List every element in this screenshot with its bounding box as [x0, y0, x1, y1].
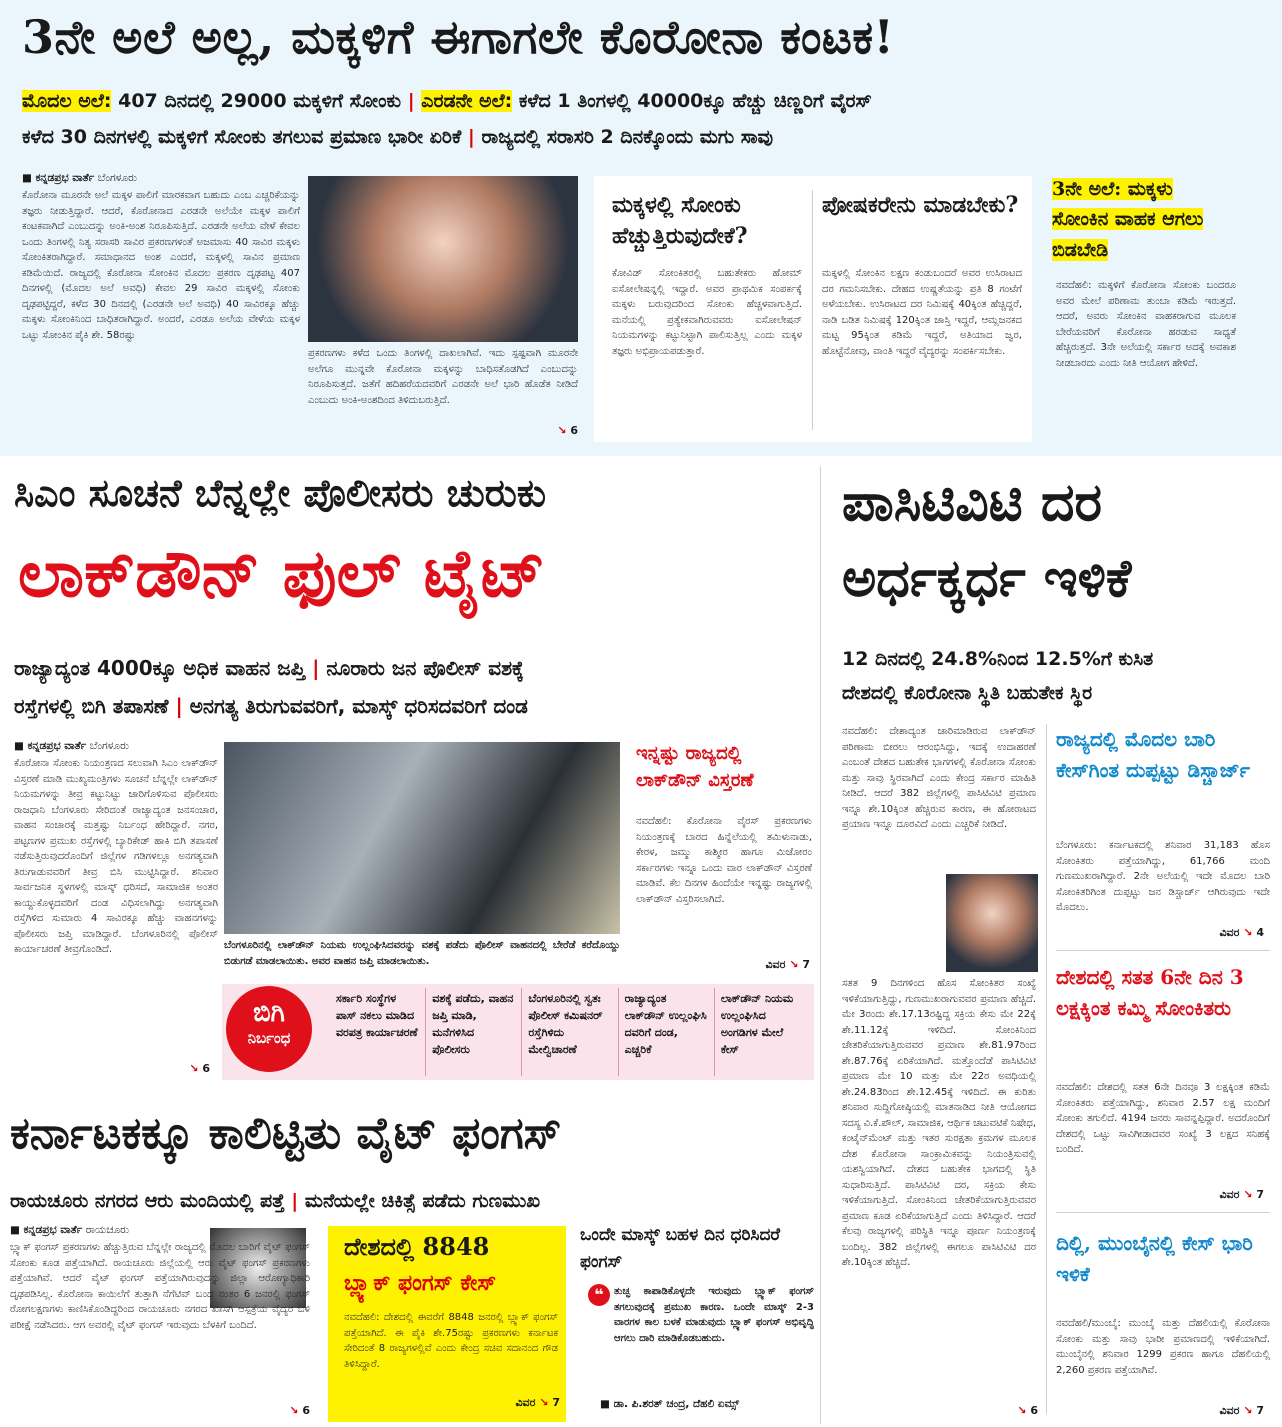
restriction-item: ಲಾಕ್‌ಡೌನ್ ನಿಯಮ ಉಲ್ಲಂಘಿಸಿದ ಅಂಗಡಿಗಳ ಮೇಲೆ ಕೇಸ್	[720, 992, 794, 1057]
lockdown-sub1: ರಾಜ್ಯಾದ್ಯಂತ 4000ಕ್ಕೂ ಅಧಿಕ ವಾಹನ ಜಪ್ತಿ	[14, 656, 306, 680]
bf-title-prefix: ದೇಶದಲ್ಲಿ	[344, 1232, 415, 1261]
jump-number: 7	[802, 958, 810, 971]
strip-badge-line-1: ಬಿಗಿ	[253, 998, 285, 1028]
fungus-sub2: ಮನೆಯಲ್ಲೇ ಚಿಕಿತ್ಸೆ ಪಡೆದು ಗುಣಮುಖ	[304, 1190, 541, 1212]
more-label: ವಿವರ	[515, 1396, 536, 1409]
black-fungus-title-line-2: ಬ್ಲ್ಯಾಕ್ ಫಂಗಸ್ ಕೇಸ್	[344, 1270, 497, 1296]
positivity-headline-2: ಅರ್ಧಕ್ಕರ್ಧ ಇಳಿಕೆ	[842, 548, 1132, 609]
arrow-icon: ↘	[1243, 1188, 1253, 1201]
side-story-3-body: ನವದೆಹಲಿ/ಮುಂಬೈ: ಮುಂಬೈ ಮತ್ತು ದೆಹಲಿಯಲ್ಲಿ ಕೊರೋನಾ ಸೋಂಕು ಮತ್ತು ಸಾವು ಭಾರೀ ಪ್ರಮಾಣದಲ್ಲಿ ಇಳಿಕೆಯಾಗಿದೆ. ಮುಂಬೈನಲ್ಲಿ ಶನಿವಾರ 1299 ಪ್ರಕರಣ ಹಾಗೂ ದೆಹಲಿಯಲ್ಲಿ 2,260 ಪ್ರಕರಣ ಪತ್ತೆಯಾಗಿವೆ.	[1056, 1318, 1270, 1376]
bullet-icon: ■	[600, 1398, 610, 1410]
second-wave-text: ಕಳೆದ 1 ತಿಂಗಳಲ್ಲಿ 40000ಕ್ಕೂ ಹೆಚ್ಚು ಚಿಣ್ಣರಿಗೆ ವೈರಸ್	[518, 90, 872, 112]
q2-body: ಮಕ್ಕಳಲ್ಲಿ ಸೋಂಕಿನ ಲಕ್ಷಣ ಕಂಡುಬಂದರೆ ಅವರ ಉಸಿರಾಟದ ದರ ಗಮನಿಸಬೇಕು. ದೇಹದ ಉಷ್ಣತೆಯನ್ನು ಪ್ರತಿ 8 ಗಂಟೆಗೆ ಅಳೆಯಬೇಕು. ಉಸಿರಾಟದ ದರ ನಿಮಿಷಕ್ಕೆ 40ಕ್ಕಿಂತ ಹೆಚ್ಚಿದ್ದರೆ, ನಾಡಿ ಬಡಿತ ನಿಮಿಷಕ್ಕೆ 120ಕ್ಕಿಂತ ಜಾಸ್ತಿ ಇದ್ದರೆ, ಆಮ್ಲಜನಕದ ಮಟ್ಟ 95ಕ್ಕಿಂತ ಕಡಿಮೆ ಇದ್ದರೆ, ಅತಿಯಾದ ಜ್ವರ, ಹೊಟ್ಟೆನೋವು, ವಾಂತಿ ಇದ್ದರೆ ವೈದ್ಯರನ್ನು ಸಂಪರ್ಕಿಸಬೇಕು.	[822, 268, 1022, 357]
restriction-item: ರಾಜ್ಯಾದ್ಯಂತ ಲಾಕ್‌ಡೌನ್ ಉಲ್ಲಂಘಿಸಿ ದವರಿಗೆ ದಂಡ, ಎಚ್ಚರಿಕೆ	[619, 988, 715, 1076]
side-story-1-title: ರಾಜ್ಯದಲ್ಲಿ ಮೊದಲ ಬಾರಿ ಕೇಸ್‌ಗಿಂತ ದುಪ್ಪಟ್ಟು ಡಿಸ್ಚಾರ್ಜ್	[1056, 727, 1251, 782]
side-story-2-more[interactable]	[1160, 1188, 1264, 1202]
byline-brand: ಕನ್ನಡಪ್ರಭ ವಾರ್ತೆ	[23, 1224, 83, 1236]
arrow-icon: ↘	[539, 1396, 549, 1409]
quote-icon: ❝	[588, 1284, 610, 1306]
restriction-strip-badge	[226, 986, 312, 1072]
lockdown-extension-more[interactable]	[710, 958, 810, 972]
fungus-jump-page[interactable]	[270, 1404, 310, 1417]
restriction-item: ಸರ್ಕಾರಿ ಸಂಸ್ಥೆಗಳ ಪಾಸ್ ನಕಲು ಮಾಡಿದ ವರಪತ್ರ ಕಾರ್ಯಾಚರಣೆ	[330, 988, 426, 1076]
side-story-3-more[interactable]	[1160, 1404, 1264, 1418]
police-checking-photo	[224, 742, 620, 934]
more-label: ವಿವರ	[765, 958, 786, 971]
lockdown-photo-caption: ಬೆಂಗಳೂರಿನಲ್ಲಿ ಲಾಕ್‌ಡೌನ್ ನಿಯಮ ಉಲ್ಲಂಘಿಸಿದವರನ್ನು ವಶಕ್ಕೆ ಪಡೆದು ಪೊಲೀಸ್ ವಾಹನದಲ್ಲಿ ಬೇರೆಡೆ ಕರೆದೊಯ್ದು ಬಿಡುಗಡೆ ಮಾಡಲಾಯಿತು. ಅವರ ವಾಹನ ಜಪ್ತಿ ಮಾಡಲಾಯಿತು.	[224, 940, 620, 967]
side-rule-2	[1056, 1212, 1270, 1213]
side-rule-1	[1056, 950, 1270, 951]
positivity-subhead-1: 12 ದಿನದಲ್ಲಿ 24.8%ನಿಂದ 12.5%ಗೆ ಕುಸಿತ	[842, 648, 1154, 670]
more-label: ವಿವರ	[1219, 1188, 1240, 1201]
more-label: ವಿವರ	[1219, 926, 1240, 939]
mask-author-name: ಡಾ. ಪಿ.ಶರತ್ ಚಂದ್ರ, ದೆಹಲಿ ಏಮ್ಸ್	[613, 1398, 739, 1410]
mask-title: ಒಂದೇ ಮಾಸ್ಕ್ ಬಹಳ ದಿನ ಧರಿಸಿದರೆ ಫಂಗಸ್	[580, 1225, 781, 1273]
jump-number: 7	[1256, 1188, 1264, 1201]
jump-number: 4	[1256, 926, 1264, 939]
lockdown-subhead-2: ರಸ್ತೆಗಳಲ್ಲಿ ಬಿಗಿ ತಪಾಸಣೆ | ಅನಗತ್ಯ ತಿರುಗುವವರಿಗೆ, ಮಾಸ್ಕ್ ಧರಿಸದವರಿಗೆ ದಂಡ	[14, 694, 528, 718]
positivity-subhead-2: ದೇಶದಲ್ಲಿ ಕೊರೋನಾ ಸ್ಥಿತಿ ಬಹುತೇಕ ಸ್ಥಿರ	[842, 682, 1093, 704]
lockdown-sub4: ಅನಗತ್ಯ ತಿರುಗುವವರಿಗೆ, ಮಾಸ್ಕ್ ಧರಿಸದವರಿಗೆ ದಂಡ	[189, 694, 528, 718]
lockdown-subhead-1: ರಾಜ್ಯಾದ್ಯಂತ 4000ಕ್ಕೂ ಅಧಿಕ ವಾಹನ ಜಪ್ತಿ | ನೂರಾರು ಜನ ಪೊಲೀಸ್ ವಶಕ್ಕೆ	[14, 656, 524, 680]
side-story-1-more[interactable]	[1160, 926, 1264, 940]
vk-paul-photo	[946, 874, 1038, 972]
restriction-items	[330, 988, 810, 1076]
lockdown-sub2: ನೂರಾರು ಜನ ಪೊಲೀಸ್ ವಶಕ್ಕೆ	[326, 656, 524, 680]
jump-number: 6	[202, 1062, 210, 1075]
bf-number: 8848	[422, 1232, 490, 1261]
arrow-icon: ↘	[1017, 1404, 1027, 1417]
side-story-3-title: ದಿಲ್ಲಿ, ಮುಂಬೈನಲ್ಲಿ ಕೇಸ್ ಭಾರಿ ಇಳಿಕೆ	[1056, 1231, 1253, 1286]
positivity-body-top: ನವದೆಹಲಿ: ದೇಶಾದ್ಯಂತ ಜಾರಿಮಾಡಿರುವ ಲಾಕ್‌ಡೌನ್ ಪರಿಣಾಮ ಬೀರಲು ಆರಂಭಿಸಿದ್ದು, ಇದಕ್ಕೆ ಉದಾಹರಣೆ ಎಂಬಂತೆ ದೇಶದ ಬಹುತೇಕ ಭಾಗಗಳಲ್ಲಿ ಕೊರೋನಾ ಸೋಂಕು ಮತ್ತು ಸಾವು ಸ್ಥಿರವಾಗಿದೆ ಎಂದು ಕೇಂದ್ರ ಸರ್ಕಾರ ಮಾಹಿತಿ ನೀಡಿದೆ. ಆದರೆ 382 ಜಿಲ್ಲೆಗಳಲ್ಲಿ ಪಾಸಿಟಿವಿಟಿ ಪ್ರಮಾಣ ಇನ್ನೂ ಶೇ.10ಕ್ಕಿಂತ ಹೆಚ್ಚಿರುವ ಕಾರಣ, ಈ ಹೋರಾಟದ ಪ್ರಯಾಣ ಇನ್ನೂ ದೂರವಿದೆ ಎಂದು ಎಚ್ಚರಿಕೆ ನೀಡಿದೆ.	[842, 726, 1036, 830]
first-wave-text: 407 ದಿನದಲ್ಲಿ 29000 ಮಕ್ಕಳಿಗೆ ಸೋಂಕು	[118, 90, 402, 112]
fungus-article-body: ಬ್ಲ್ಯಾಕ್ ಫಂಗಸ್ ಪ್ರಕರಣಗಳು ಹೆಚ್ಚುತ್ತಿರುವ ಬೆನ್ನಲ್ಲೇ ರಾಜ್ಯದಲ್ಲಿ ಮೊದಲ ಬಾರಿಗೆ ವೈಟ್ ಫಂಗಸ್ ಸೋಂಕು ಕೂಡ ಪತ್ತೆಯಾಗಿದೆ. ರಾಯಚೂರು ಜಿಲ್ಲೆಯಲ್ಲಿ ಆರು ವೈಟ್ ಫಂಗಸ್ ಪ್ರಕರಣಗಳು ಪತ್ತೆಯಾಗಿವೆ. ಆದರೆ ವೈಟ್ ಫಂಗಸ್ ಪತ್ತೆಯಾಗಿರುವುದನ್ನು ಜಿಲ್ಲಾ ಆರೋಗ್ಯಾಧಿಕಾರಿ ದೃಢಪಡಿಸಿಲ್ಲ. ಕೊರೋನಾ ಕಾಯಿಲೆಗೆ ತುತ್ತಾಗಿ ನೆಗೆಟಿವ್ ಬಂದ ನಂತರ 6 ಜನರಲ್ಲಿ ಫಂಗಸ್ ರೋಗಲಕ್ಷಣಗಳು ಕಾಣಿಸಿಕೊಂಡಿದ್ದರಿಂದ ರಾಯಚೂರು ನಗರದ ಖಾಸಗಿ ಆಸ್ಪತ್ರೆಯ ವೈದ್ಯರ ಬಳಿ ಪರೀಕ್ಷೆ ನಡೆಸಿದರು. ಆಗ ಅವರಲ್ಲಿ ವೈಟ್ ಫಂಗಸ್ ಇರುವುದು ಬೆಳಕಿಗೆ ಬಂದಿದೆ.	[10, 1242, 310, 1331]
third-wave-box-body: ನವದೆಹಲಿ: ಮಕ್ಕಳಿಗೆ ಕೊರೋನಾ ಸೋಂಕು ಬಂದರೂ ಅವರ ಮೇಲೆ ಪರಿಣಾಮ ತುಂಬಾ ಕಡಿಮೆ ಇರುತ್ತದೆ. ಆದರೆ, ಅವರು ಸೋಂಕಿನ ವಾಹಕರಾಗುವ ಮೂಲಕ ಬೇರೆಯವರಿಗೆ ಕೊರೋನಾ ಹರಡುವ ಸಾಧ್ಯತೆ ಹೆಚ್ಚಿರುತ್ತದೆ. 3ನೇ ಅಲೆಯಲ್ಲಿ ಸರ್ಕಾರ ಅದಕ್ಕೆ ಅವಕಾಶ ನೀಡಬಾರದು ಎಂದು ನೀತಿ ಆಯೋಗ ಹೇಳಿದೆ.	[1056, 280, 1236, 369]
side-story-1-body: ಬೆಂಗಳೂರು: ಕರ್ನಾಟಕದಲ್ಲಿ ಶನಿವಾರ 31,183 ಹೊಸ ಸೋಂಕಿತರು ಪತ್ತೆಯಾಗಿದ್ದು, 61,766 ಮಂದಿ ಗುಣಮುಖರಾಗಿದ್ದಾರೆ. 2ನೇ ಅಲೆಯಲ್ಲಿ ಇದೇ ಮೊದಲ ಬಾರಿ ಸೋಂಕಿತರಿಗಿಂತ ದುಪ್ಪಟ್ಟು ಜನ ಡಿಸ್ಚಾರ್ಜ್ ಆಗಿರುವುದು ಇದೇ ಮೊದಲು.	[1056, 840, 1270, 913]
lockdown-extension-body: ನವದೆಹಲಿ: ಕೊರೋನಾ ವೈರಸ್ ಪ್ರಕರಣಗಳು ನಿಯಂತ್ರಣಕ್ಕೆ ಬಾರದ ಹಿನ್ನೆಲೆಯಲ್ಲಿ ತಮಿಳುನಾಡು, ಕೇರಳ, ಜಮ್ಮು ಕಾಶ್ಮೀರ ಹಾಗೂ ಮಿಜೋರಂ ಸರ್ಕಾರಗಳು ಇನ್ನೂ ಒಂದು ವಾರ ಲಾಕ್‌ಡೌನ್ ವಿಸ್ತರಣೆ ಮಾಡಿವೆ. ಕೆಲ ದಿನಗಳ ಹಿಂದೆಯೇ ಇನ್ನಷ್ಟು ರಾಜ್ಯಗಳಲ್ಲಿ ಲಾಕ್‌ಡೌನ್ ವಿಸ್ತರಿಸಲಾಗಿದೆ.	[636, 816, 812, 905]
second-wave-label: ಎರಡನೇ ಅಲೆ:	[421, 90, 513, 112]
top-sub4: ರಾಜ್ಯದಲ್ಲಿ ಸರಾಸರಿ 2 ದಿನಕ್ಕೊಂದು ಮಗು ಸಾವು	[481, 126, 774, 148]
arrow-icon: ↘	[289, 1404, 299, 1417]
child-swab-test-photo	[308, 176, 578, 342]
arrow-icon: ↘	[1243, 926, 1253, 939]
top-sub3: ಕಳೆದ 30 ದಿನಗಳಲ್ಲಿ ಮಕ್ಕಳಿಗೆ ಸೋಂಕು ತಗಲುವ ಪ್ರಮಾಣ ಭಾರೀ ಏರಿಕೆ	[22, 126, 462, 148]
top-subhead-line-1: ಮೊದಲ ಅಲೆ: 407 ದಿನದಲ್ಲಿ 29000 ಮಕ್ಕಳಿಗೆ ಸೋಂಕು | ಎರಡನೇ ಅಲೆ: ಕಳೆದ 1 ತಿಂಗಳಲ್ಲಿ 40000ಕ್ಕೂ ಹೆಚ್ಚು ಚಿಣ್ಣರಿಗೆ ವೈರಸ್	[22, 90, 872, 112]
restriction-item: ವಶಕ್ಕೆ ಪಡೆದು, ವಾಹನ ಜಪ್ತಿ ಮಾಡಿ, ಮನೆಗಳಿಸಿದ ಪೊಲೀಸರು	[426, 988, 522, 1076]
fungus-sub1: ರಾಯಚೂರು ನಗರದ ಆರು ಮಂದಿಯಲ್ಲಿ ಪತ್ತೆ	[10, 1190, 285, 1212]
positivity-jump-page[interactable]	[1000, 1404, 1038, 1417]
fungus-headline: ಕರ್ನಾಟಕಕ್ಕೂ ಕಾಲಿಟ್ಟಿತು ವೈಟ್ ಫಂಗಸ್	[10, 1108, 562, 1159]
lockdown-jump-page[interactable]	[170, 1062, 210, 1075]
side-story-2-body: ನವದೆಹಲಿ: ದೇಶದಲ್ಲಿ ಸತತ 6ನೇ ದಿನವೂ 3 ಲಕ್ಷಕ್ಕಿಂತ ಕಡಿಮೆ ಸೋಂಕಿತರು ಪತ್ತೆಯಾಗಿದ್ದು, ಶನಿವಾರ 2.57 ಲಕ್ಷ ಮಂದಿಗೆ ಸೋಂಕು ತಗುಲಿದೆ. 4194 ಜನರು ಸಾವನ್ನಪ್ಪಿದ್ದಾರೆ. ಅದರೊಂದಿಗೆ ದೇಶದಲ್ಲಿ ಒಟ್ಟು ಸಾವಿಗೀಡಾದವರ ಸಂಖ್ಯೆ 3 ಲಕ್ಷದ ಸನಿಹಕ್ಕೆ ಬಂದಿದೆ.	[1056, 1082, 1270, 1155]
lockdown-kicker: ಸಿಎಂ ಸೂಚನೆ ಬೆನ್ನಲ್ಲೇ ಪೊಲೀಸರು ಚುರುಕು	[14, 470, 547, 515]
byline-place: ಬೆಂಗಳೂರು	[89, 740, 130, 752]
black-fungus-title-line-1	[344, 1232, 564, 1272]
byline-brand: ಕನ್ನಡಪ್ರಭ ವಾರ್ತೆ	[35, 172, 95, 184]
mask-author	[600, 1398, 814, 1411]
side-story-2-title: ದೇಶದಲ್ಲಿ ಸತತ 6ನೇ ದಿನ 3 ಲಕ್ಷಕ್ಕಿಂತ ಕಮ್ಮಿ ಸೋಂಕಿತರು	[1056, 965, 1244, 1020]
first-wave-label: ಮೊದಲ ಅಲೆ:	[22, 90, 112, 112]
top-subhead-line-2: ಕಳೆದ 30 ದಿನಗಳಲ್ಲಿ ಮಕ್ಕಳಿಗೆ ಸೋಂಕು ತಗಲುವ ಪ್ರಮಾಣ ಭಾರೀ ಏರಿಕೆ | ರಾಜ್ಯದಲ್ಲಿ ಸರಾಸರಿ 2 ದಿನಕ್ಕೊಂದು ಮಗು ಸಾವು	[22, 126, 774, 148]
qa-divider	[812, 190, 813, 430]
more-label: ವಿವರ	[1219, 1404, 1240, 1417]
q1-title: ಮಕ್ಕಳಲ್ಲಿ ಸೋಂಕು ಹೆಚ್ಚುತ್ತಿರುವುದೇಕೆ?	[612, 192, 748, 249]
arrow-icon: ↘	[1243, 1404, 1253, 1417]
lockdown-article-body: ಕೊರೋನಾ ಸೋಂಕು ನಿಯಂತ್ರಣದ ಸಲುವಾಗಿ ಸಿಎಂ ಲಾಕ್‌ಡೌನ್ ವಿಸ್ತರಣೆ ಮಾಡಿ ಮುಖ್ಯಮಂತ್ರಿಗಳು ಸೂಚನೆ ಬೆನ್ನಲ್ಲೇ ಲಾಕ್‌ಡೌನ್ ನಿಯಮಗಳನ್ನು ತೀವ್ರ ಕಟ್ಟುನಿಟ್ಟು ಜಾರಿಗೊಳಿಸುವ ಪೊಲೀಸರು ರಾಜಧಾನಿ ಬೆಂಗಳೂರು ಸೇರಿದಂತೆ ರಾಜ್ಯಾದ್ಯಂತ ಜನಸಂಚಾರ, ವಾಹನ ಸಂಚಾರಕ್ಕೆ ಮತ್ತಷ್ಟು ನಿರ್ಬಂಧ ಹೇರಿದ್ದಾರೆ. ನಗರ, ಪಟ್ಟಣಗಳ ಪ್ರಮುಖ ರಸ್ತೆಗಳಲ್ಲಿ ಬ್ಯಾರಿಕೇಡ್ ಹಾಕಿ ಬಿಗಿ ತಪಾಸಣೆ ನಡೆಸುತ್ತಿರುವುದರೊಂದಿಗೆ ಜಿಲ್ಲೆಗಳ ಗಡಿಗಳಲ್ಲೂ ಅನಗತ್ಯವಾಗಿ ತಿರುಗಾಡುವವರಿಗೆ ತೀವ್ರ ಬಿಸಿ ಮುಟ್ಟಿಸಿದ್ದಾರೆ. ಶನಿವಾರ ಸಾರ್ವಜನಿಕ ಸ್ಥಳಗಳಲ್ಲಿ ಮಾಸ್ಕ್ ಧರಿಸದೆ, ಸಾಮಾಜಿಕ ಅಂತರ ಕಾಯ್ದುಕೊಳ್ಳದವರಿಗೆ ದಂಡ ವಿಧಿಸಲಾಗಿದ್ದು ಅನಗತ್ಯವಾಗಿ ರಸ್ತೆಗಿಳಿದ ಸುಮಾರು 4 ಸಾವಿರಕ್ಕೂ ಹೆಚ್ಚು ವಾಹನಗಳನ್ನು ಪೊಲೀಸರು ಜಪ್ತಿ ಮಾಡಿದ್ದಾರೆ. ಬೆಂಗಳೂರಿನಲ್ಲಿ ಪೊಲೀಸ್ ಕಾರ್ಯಾಚರಣೆ ತೀವ್ರಗೊಂಡಿದೆ.	[14, 758, 218, 955]
bullet-icon: ■	[10, 1224, 20, 1236]
top-headline: 3ನೇ ಅಲೆ ಅಲ್ಲ, ಮಕ್ಕಳಿಗೆ ಈಗಾಗಲೇ ಕೊರೋನಾ ಕಂಟಕ!	[22, 10, 895, 64]
lockdown-headline: ಲಾಕ್‌ಡೌನ್ ಫುಲ್ ಟೈಟ್	[18, 534, 546, 612]
black-fungus-more[interactable]	[460, 1396, 560, 1410]
strip-badge-line-2: ನಿರ್ಬಂಧ	[247, 1029, 291, 1047]
section-divider-vertical	[820, 466, 821, 1424]
byline-place: ಬೆಂಗಳೂರು	[97, 172, 138, 184]
arrow-icon: ↘	[557, 424, 567, 437]
positivity-headline-1: ಪಾಸಿಟಿವಿಟಿ ದರ	[842, 472, 1102, 533]
jump-number: 6	[302, 1404, 310, 1417]
restriction-item: ಬೆಂಗಳೂರಿನಲ್ಲಿ ಸ್ವತಃ ಪೊಲೀಸ್ ಕಮಿಷನರ್ ರಸ್ತೆಗಿಳಿದು ಮೇಲ್ವಿಚಾರಣೆ	[522, 988, 618, 1076]
mask-body: ತುಚ್ಛ ಕಾಪಾಡಿಕೊಳ್ಳದೇ ಇರುವುದು ಬ್ಲ್ಯಾಕ್ ಫಂಗಸ್ ತಗಲುವುದಕ್ಕೆ ಪ್ರಮುಖ ಕಾರಣ. ಒಂದೇ ಮಾಸ್ಕ್ 2-3 ವಾರಗಳ ಕಾಲ ಬಳಕೆ ಮಾಡುವುದು ಬ್ಲ್ಯಾಕ್ ಫಂಗಸ್ ಅಭಿವೃದ್ಧಿ ಆಗಲು ದಾರಿ ಮಾಡಿಕೊಡಬಹುದು.	[614, 1286, 814, 1344]
q1-body: ಕೋವಿಡ್ ಸೋಂಕಿತರಲ್ಲಿ ಬಹುತೇಕರು ಹೋಮ್ ಐಸೋಲೇಷನ್ನಲ್ಲಿ ಇದ್ದಾರೆ. ಅವರ ಪ್ರಾಥಮಿಕ ಸಂಪರ್ಕಕ್ಕೆ ಮಕ್ಕಳು ಬರುವುದರಿಂದ ಸೋಂಕು ಹೆಚ್ಚಳವಾಗುತ್ತಿದೆ. ಮನೆಯಲ್ಲಿ ಪ್ರತ್ಯೇಕವಾಗಿರುವವರು ಐಸೋಲೇಷನ್ ನಿಯಮಗಳನ್ನು ಕಟ್ಟುನಿಟ್ಟಾಗಿ ಪಾಲಿಸುತ್ತಿಲ್ಲ ಎಂದು ಮಕ್ಕಳ ತಜ್ಞರು ಅಭಿಪ್ರಾಯಪಡುತ್ತಾರೆ.	[612, 268, 802, 357]
jump-number: 7	[552, 1396, 560, 1409]
arrow-icon: ↘	[789, 958, 799, 971]
byline-brand: ಕನ್ನಡಪ್ರಭ ವಾರ್ತೆ	[27, 740, 87, 752]
bullet-icon: ■	[14, 740, 24, 752]
top-photo-caption: ಪ್ರಕರಣಗಳು ಕಳೆದ ಒಂದು ತಿಂಗಳಲ್ಲಿ ದಾಖಲಾಗಿವೆ. ಇದು ಸ್ಪಷ್ಟವಾಗಿ ಮೂರನೇ ಅಲೆಗೂ ಮುನ್ನವೇ ಕೊರೋನಾ ಮಕ್ಕಳನ್ನು ಬಾಧಿಸತೊಡಗಿದೆ ಎಂಬುದನ್ನು ನಿರೂಪಿಸುತ್ತದೆ. ಜತೆಗೆ ಹದಿಹರೆಯದವರಿಗೆ ಎರಡನೇ ಅಲೆ ಭಾರಿ ಹೊಡೆತ ನೀಡಿದೆ ಎಂಬುದು ಅಂಕಿ-ಅಂಶದಿಂದ ತಿಳಿದುಬರುತ್ತಿದೆ.	[308, 348, 578, 406]
lockdown-extension-title: ಇನ್ನಷ್ಟು ರಾಜ್ಯದಲ್ಲಿ ಲಾಕ್‌ಡೌನ್ ವಿಸ್ತರಣೆ	[636, 743, 754, 791]
arrow-icon: ↘	[189, 1062, 199, 1075]
positivity-body-bottom: ಸತತ 9 ದಿನಗಳಿಂದ ಹೊಸ ಸೋಂಕಿತರ ಸಂಖ್ಯೆ ಇಳಿಕೆಯಾಗುತ್ತಿದ್ದು, ಗುಣಮುಖರಾಗುವವರ ಪ್ರಮಾಣ ಹೆಚ್ಚಿದೆ. ಮೇ 3ರಂದು ಶೇ.17.13ರಷ್ಟಿದ್ದ ಸಕ್ರಿಯ ಕೇಸು ಮೇ 22ಕ್ಕೆ ಶೇ.11.12ಕ್ಕೆ ಇಳಿದಿದೆ. ಸೋಂಕಿನಿಂದ ಚೇತರಿಕೆಯಾಗುತ್ತಿರುವವರ ಪ್ರಮಾಣ ಶೇ.81.97ರಿಂದ ಶೇ.87.76ಕ್ಕೆ ಏರಿಕೆಯಾಗಿದೆ. ಮತ್ತೊಂದೆಡೆ ಪಾಸಿಟಿವಿಟಿ ಪ್ರಮಾಣ ಮೇ 10 ಮತ್ತು ಮೇ 22ರ ಅವಧಿಯಲ್ಲಿ ಶೇ.24.83ರಿಂದ ಶೇ.12.45ಕ್ಕೆ ಇಳಿದಿದೆ. ಈ ಕುರಿತು ಶನಿವಾರ ಸುದ್ದಿಗೋಷ್ಠಿಯಲ್ಲಿ ಮಾತನಾಡಿದ ನೀತಿ ಆಯೋಗದ ಸದಸ್ಯ ವಿ.ಕೆ.ಪೌಲ್, ಸಾಮಾಜಿಕ, ಆರ್ಥಿಕ ಚಟುವಟಿಕೆ ನಿಷೇಧ, ಕಂಟೈನ್‌ಮೆಂಟ್ ಮತ್ತು ಇತರ ಸುರಕ್ಷತಾ ಕ್ರಮಗಳ ಮೂಲಕ ದೇಶ ಕೊರೋನಾ ಸಾಂಕ್ರಾಮಿಕವನ್ನು ನಿಯಂತ್ರಿಸುವಲ್ಲಿ ಯಶಸ್ವಿಯಾಗಿದೆ. ದೇಶದ ಬಹುತೇಕ ಭಾಗದಲ್ಲಿ ಸ್ಥಿತಿ ಸುಧಾರಿಸುತ್ತಿದೆ. ಪಾಸಿಟಿವಿಟಿ ದರ, ಸಕ್ರಿಯ ಕೇಸು ಇಳಿಕೆಯಾಗುತ್ತಿದೆ. ಸೋಂಕಿನಿಂದ ಚೇತರಿಕೆಯಾಗುತ್ತಿರುವವರ ಪ್ರಮಾಣ ಕೂಡ ಏರಿಕೆಯಾಗುತ್ತಿದೆ ಎಂದು ತಿಳಿಸಿದ್ದಾರೆ. ಆದರೆ ಕೆಲವು ರಾಜ್ಯಗಳಲ್ಲಿ ಪರಿಸ್ಥಿತಿ ಇನ್ನೂ ಪೂರ್ಣ ನಿಯಂತ್ರಣಕ್ಕೆ ಬಂದಿಲ್ಲ. 382 ಜಿಲ್ಲೆಗಳಲ್ಲಿ ಈಗಲೂ ಪಾಸಿಟಿವಿಟಿ ದರ ಶೇ.10ಕ್ಕಿಂತ ಹೆಚ್ಚಿದೆ.	[842, 978, 1036, 1268]
top-jump-page[interactable]	[540, 424, 578, 437]
top-byline	[22, 172, 302, 185]
lockdown-sub3: ರಸ್ತೆಗಳಲ್ಲಿ ಬಿಗಿ ತಪಾಸಣೆ	[14, 694, 169, 718]
side-column-divider	[1046, 724, 1047, 1414]
bullet-icon: ■	[22, 172, 32, 184]
jump-number: 7	[1256, 1404, 1264, 1417]
jump-number: 6	[1030, 1404, 1038, 1417]
byline-place: ರಾಯಚೂರು	[85, 1224, 130, 1236]
third-wave-title-text: 3ನೇ ಅಲೆ: ಮಕ್ಕಳು ಸೋಂಕಿನ ವಾಹಕ ಆಗಲು ಬಿಡಬೇಡಿ	[1052, 178, 1204, 261]
third-wave-box-title	[1052, 174, 1222, 274]
jump-number: 6	[570, 424, 578, 437]
fungus-subhead: ರಾಯಚೂರು ನಗರದ ಆರು ಮಂದಿಯಲ್ಲಿ ಪತ್ತೆ | ಮನೆಯಲ್ಲೇ ಚಿಕಿತ್ಸೆ ಪಡೆದು ಗುಣಮುಖ	[10, 1190, 541, 1212]
black-fungus-body: ನವದೆಹಲಿ: ದೇಶದಲ್ಲಿ ಈವರೆಗೆ 8848 ಜನರಲ್ಲಿ ಬ್ಲ್ಯಾಕ್ ಫಂಗಸ್ ಪತ್ತೆಯಾಗಿದೆ. ಈ ಪೈಕಿ ಶೇ.75ರಷ್ಟು ಪ್ರಕರಣಗಳು ಕರ್ನಾಟಕ ಸೇರಿದಂತೆ 8 ರಾಜ್ಯಗಳಲ್ಲಿವೆ ಎಂದು ಕೇಂದ್ರ ಸಚಿವ ಸದಾನಂದ ಗೌಡ ತಿಳಿಸಿದ್ದಾರೆ.	[344, 1312, 558, 1370]
top-article-body: ಕೊರೋನಾ ಮೂರನೇ ಅಲೆ ಮಕ್ಕಳ ಪಾಲಿಗೆ ಮಾರಕವಾಗ ಬಹುದು ಎಂಬ ಎಚ್ಚರಿಕೆಯನ್ನು ತಜ್ಞರು ನೀಡುತ್ತಿದ್ದಾರೆ. ಆದರೆ, ಕೊರೋನಾದ ಎರಡನೇ ಅಲೆಯೇ ಮಕ್ಕಳ ಪಾಲಿಗೆ ಕಂಟಕವಾಗಿದೆ ಎಂಬುದನ್ನು ಅಂಕಿ-ಅಂಶ ನಿರೂಪಿಸುತ್ತಿದೆ. ಎರಡನೇ ಅಲೆಯ ವೇಳೆ ಕೇವಲ ಒಂದು ತಿಂಗಳಲ್ಲಿ ನಿತ್ಯ ಸರಾಸರಿ ಸಾವಿರ ಪ್ರಕರಣಗಳಂತೆ ಅಜಮಾಸು 40 ಸಾವಿರ ಮಕ್ಕಳು ಸೋಂಕಿತರಾಗಿದ್ದಾರೆ. ಸಮಾಧಾನದ ಅಂಶ ಎಂದರೆ, ಮಕ್ಕಳಲ್ಲಿ ಸಾವಿನ ಪ್ರಮಾಣ ಕಡಿಮೆಯಿದೆ. ರಾಜ್ಯದಲ್ಲಿ ಕೊರೋನಾ ಸೋಂಕಿನ ಮೊದಲ ಪ್ರಕರಣ ದೃಢಪಟ್ಟ 407 ದಿನಗಳಲ್ಲಿ (ಮೊದಲ ಅಲೆ ಅವಧಿ) ಕೇವಲ 29 ಸಾವಿರ ಮಕ್ಕಳಲ್ಲಿ ಸೋಂಕು ದೃಢಪಟ್ಟಿದ್ದರೆ, ಕಳೆದ 30 ದಿನದಲ್ಲಿ (ಎರಡನೇ ಅಲೆ ಅವಧಿ) 40 ಸಾವಿರಕ್ಕೂ ಹೆಚ್ಚು ಮಕ್ಕಳು ಸೋಂಕಿನಿಂದ ಬಾಧಿತರಾಗಿದ್ದಾರೆ. ಅಂದರೆ, ಎರಡೂ ಅಲೆಯ ವೇಳೆಯ ಮಕ್ಕಳ ಒಟ್ಟು ಸೋಂಕಿನ ಪೈಕಿ ಶೇ. 58ರಷ್ಟು	[22, 190, 300, 341]
lockdown-byline	[14, 740, 224, 753]
q2-title: ಪೋಷಕರೇನು ಮಾಡಬೇಕು?	[822, 192, 1019, 218]
